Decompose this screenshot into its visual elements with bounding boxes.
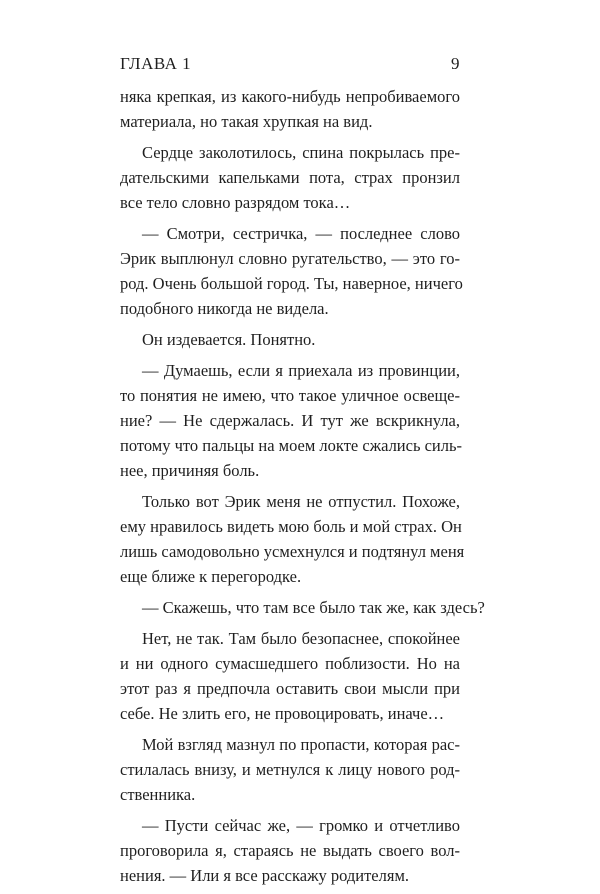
text-line: — Пусти сейчас же, — громко и отчетливо [142,816,460,835]
text-line: этот раз я предпочла оставить свои мысли при [120,679,460,698]
text-line: — Скажешь, что там все было так же, как здесь? [142,598,485,617]
running-header [120,54,460,78]
text-line: все тело словно разрядом тока… [120,193,351,212]
text-line: ственника. [120,785,196,804]
text-line: проговорила я, стараясь не выдать своего вол- [120,841,460,860]
text-line: нения. — Или я все расскажу родителям. [120,866,410,885]
paragraph [120,221,463,321]
text-line: — Думаешь, если я приехала из провинции, [142,361,460,380]
text-line: Сердце заколотилось, спина покрылась пре- [142,143,460,162]
text-line: Мой взгляд мазнул по пропасти, которая рас- [142,735,460,754]
text-line: нее, причиняя боль. [120,461,260,480]
text-line: ние? — Не сдержалась. И тут же вскрикнула, [120,411,460,430]
text-line: род. Очень большой город. Ты, наверное, ничего [120,274,463,293]
paragraph [120,732,460,807]
text-line: дательскими капельками пота, страх пронзил [120,168,460,187]
text-line: Эрик выплюнул словно ругательство, — это го- [120,249,460,268]
text-line: себе. Не злить его, не провоцировать, иначе… [120,704,445,723]
text-line: няка крепкая, из какого-нибудь непробиваемого [120,87,460,106]
paragraph [120,595,485,620]
page-number: 9 [451,54,460,73]
text-line: то понятия не имею, что такое уличное освеще- [120,386,460,405]
paragraph [120,327,460,352]
text-line: Нет, не так. Там было безопаснее, спокойнее [142,629,460,648]
paragraph [120,489,465,589]
text-line: материала, но такая хрупкая на вид. [120,112,373,131]
paragraph [120,358,463,483]
text-line: Только вот Эрик меня не отпустил. Похоже, [142,492,460,511]
text-line: лишь самодовольно усмехнулся и подтянул меня [120,542,465,561]
paragraph [120,813,460,888]
text-line: — Смотри, сестричка, — последнее слово [142,224,460,243]
page-body [120,84,485,894]
text-line: ему нравилось видеть мою боль и мой страх. Он [120,517,462,536]
text-line: Он издевается. Понятно. [142,330,316,349]
text-line: подобного никогда не видела. [120,299,329,318]
paragraph [120,626,460,726]
chapter-title: ГЛАВА 1 [120,54,192,73]
paragraph [120,84,460,134]
text-line: стилалась внизу, и метнулся к лицу нового род- [120,760,460,779]
text-line: и ни одного сумасшедшего поблизости. Но на [120,654,460,673]
paragraph [120,140,460,215]
text-line: еще ближе к перегородке. [120,567,302,586]
text-line: потому что пальцы на моем локте сжались силь- [120,436,463,455]
